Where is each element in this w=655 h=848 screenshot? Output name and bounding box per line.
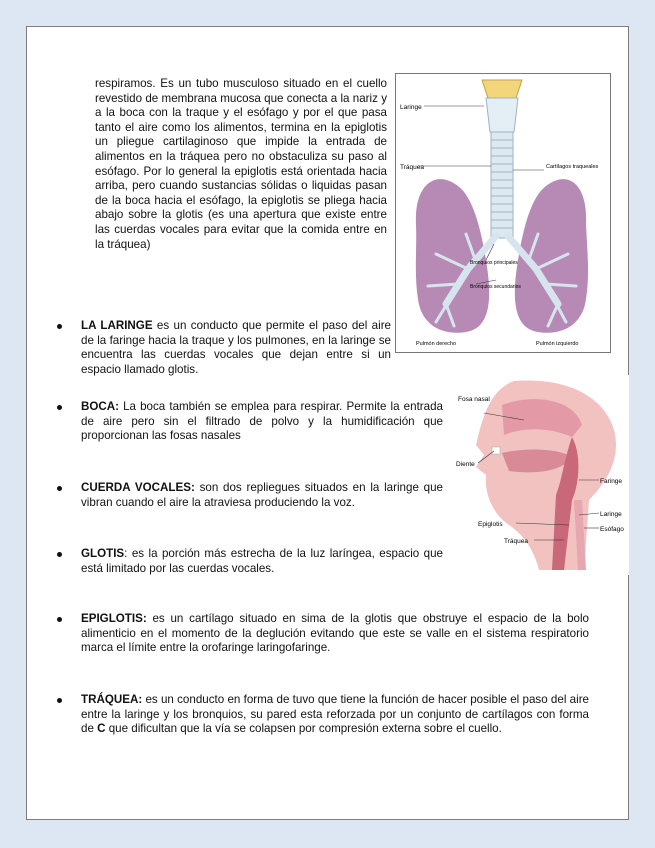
list-item-boca [81, 400, 443, 444]
list-item-epiglotis [81, 612, 589, 656]
list-item-cuerdas-vocales [81, 481, 443, 510]
label-traquea: Tráquea [504, 538, 528, 545]
definition: es un conducto en forma de tuvo que tiene la función de hacer posible el paso del aire entre la laringe y los bronquios, su pared esta reforzada por un conjunto de cartílagos con forma de [81, 693, 589, 736]
term: LA LARINGE [81, 319, 153, 332]
term: GLOTIS [81, 547, 125, 560]
label-traquea: Tráquea [400, 164, 424, 171]
document-page [26, 26, 629, 820]
term: CUERDA VOCALES: [81, 481, 195, 494]
term: EPIGLOTIS: [81, 612, 147, 625]
label-bronquios-principales: Bronquios principales [470, 260, 518, 266]
bullet-dot [57, 617, 62, 622]
label-faringe: Faringe [600, 478, 623, 485]
head-section-figure [454, 375, 629, 575]
bullet-dot [57, 552, 62, 557]
term: BOCA: [81, 400, 119, 413]
definition-end: que dificultan que la vía se colapsen por compresión externa sobre el cuello. [105, 722, 502, 736]
bullet-dot [57, 405, 62, 410]
label-cartilagos [546, 164, 599, 170]
label-esofago: Esófago [600, 526, 624, 533]
bullet-dot [57, 698, 62, 703]
term: TRÁQUEA: [81, 693, 143, 706]
letter-c: C [97, 722, 106, 736]
intro-paragraph: respiramos. Es un tubo musculoso situado en el cuello revestido de membrana mucosa que conecta a la nariz y a la boca con la traque y el esófago y por el que pasa tanto el aire como los alimentos, termina en la epiglotis un pliegue cartilaginoso que impide la entrada de alimentos en la tráquea pero no obstaculiza su paso al esófago. Por lo general la epiglotis está orientada hacia arriba, pero cuando sustancias sólidas o liquidas pasan de la boca hacia el esófago, la epiglotis se pliega hacia abajo sobre la glotis (es una apertura que existe entre las cuerdas vocales para evitar que la comida entre en la tráquea) [95, 77, 387, 251]
bullet-dot [57, 324, 62, 329]
label-fosa-nasal [458, 396, 490, 403]
definition: es un cartílago situado en sima de la glotis que obstruye el espacio de la bolo alimenticio en el momento de la deglución evitando que este se valle en el sistema respiratorio marca el límite entre la orofaringe laringofaringe. [81, 612, 589, 655]
label-pulmon-derecho: Pulmón derecho [416, 341, 457, 347]
list-item-glotis [81, 547, 443, 576]
label-cartilagos-text: Cartílagos traqueales [546, 164, 599, 170]
label-fosa-nasal-text: Fosa nasal [458, 396, 490, 403]
label-laringe: Laringe [400, 104, 422, 111]
label-epiglotis: Epiglotis [478, 521, 503, 528]
definition: son dos repliegues situados en la laringe que vibran cuando el aire la atraviesa produciendo la voz. [81, 481, 443, 509]
label-pulmon-izquierdo: Pulmón izquierdo [536, 341, 579, 347]
bullet-dot [57, 486, 62, 491]
head-section-illustration [454, 375, 629, 575]
definition: es un conducto que permite el paso del aire de la faringe hacia la traque y los pulmones, en la laringe se encuentra las cuerdas vocales que dejan entre si un espacio llamado glotis. [81, 319, 391, 376]
definition: : es la porción más estrecha de la luz laríngea, espacio que está limitado por las cuerdas vocales. [81, 547, 443, 575]
respiratory-tree-illustration [396, 74, 608, 350]
list-item-laringe [81, 319, 391, 377]
respiratory-tree-figure [395, 73, 611, 353]
definition: La boca también se emplea para respirar. Permite la entrada de aire pero sin el filtrado de polvo y la humidificación que proporcionan las fosas nasales [81, 400, 443, 443]
label-diente: Diente [456, 461, 475, 468]
list-item-traquea [81, 693, 589, 737]
label-laringe: Laringe [600, 511, 622, 518]
label-bronquios-secundarios: Bronquios secundarios [470, 284, 521, 290]
